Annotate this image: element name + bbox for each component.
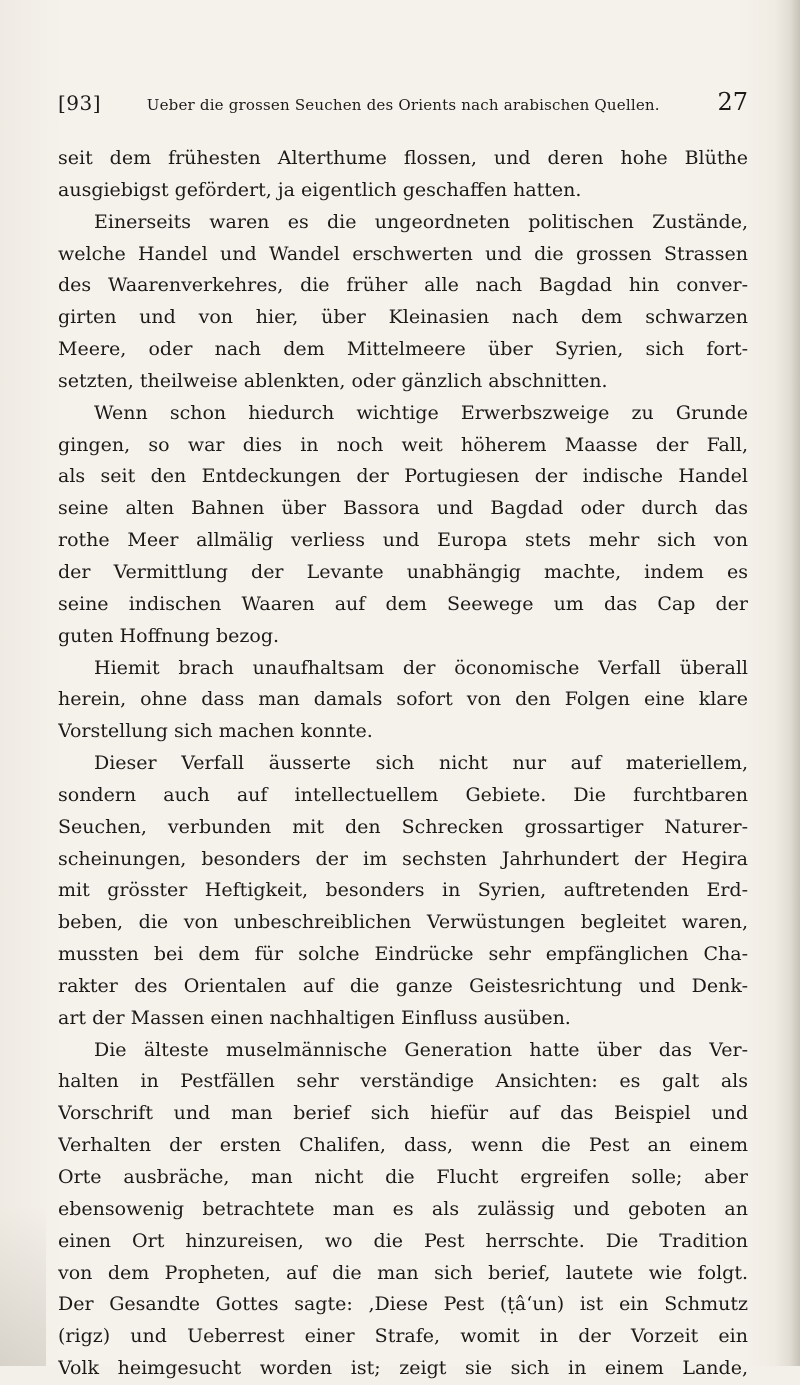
text-line: halten in Pestfällen sehr verständige Ansichten: es galt als [58,1070,748,1093]
text-line: girten und von hier, über Kleinasien nach dem schwarzen [58,306,748,329]
page-number: 27 [717,88,748,116]
text-line: seit dem frühesten Alterthume flossen, und deren hohe Blüthe [58,147,748,169]
text-line: mit grösster Heftigkeit, besonders in Syrien, auftretenden Erd- [58,879,748,902]
text-line: Einerseits waren es die ungeordneten politischen Zustände, [94,210,748,233]
text-line: welche Handel und Wandel erschwerten und die grossen Strassen [58,242,748,265]
text-line: scheinungen, besonders der im sechsten Jahrhundert der Hegira [58,847,748,870]
text-line: gingen, so war dies in noch weit höherem Maasse der Fall, [58,433,748,456]
text-line: art der Massen einen nachhaltigen Einfluss ausüben. [58,1006,571,1029]
text-line: rakter des Orientalen auf die ganze Geistesrichtung und Denk- [58,974,748,997]
text-line: Meere, oder nach dem Mittelmeere über Syrien, sich fort- [58,338,748,361]
text-line: Seuchen, verbunden mit den Schrecken grossartiger Naturer- [58,815,748,838]
text-line: sondern auch auf intellectuellem Gebiete. Die furchtbaren [58,783,748,806]
page-header [58,88,748,128]
text-line: beben, die von unbeschreiblichen Verwüstungen begleitet waren, [58,911,748,934]
scan-shadow-corner [0,1206,46,1366]
text-line: der Vermittlung der Levante unabhängig machte, indem es [58,560,748,583]
text-line: als seit den Entdeckungen der Portugiesen der indische Handel [58,465,748,488]
text-line: des Waarenverkehres, die früher alle nach Bagdad hin conver- [58,274,748,297]
text-line: ebensowenig betrachtete man es als zulässig und geboten an [58,1197,748,1220]
text-line: seine alten Bahnen über Bassora und Bagdad oder durch das [58,497,748,520]
original-page-reference: [93] [58,91,102,115]
scan-shadow-right [774,0,800,1366]
text-line: Hiemit brach unaufhaltsam der öconomische Verfall überall [94,656,748,679]
text-line: Orte ausbräche, man nicht die Flucht ergreifen solle; aber [58,1166,748,1188]
running-title: Ueber die grossen Seuchen des Orients nach arabischen Quellen. [146,96,660,114]
text-line: setzten, theilweise ablenkten, oder gänzlich abschnitten. [58,369,608,392]
text-line: Der Gesandte Gottes sagte: ‚Diese Pest (ṭâ‘un) ist ein Schmutz [58,1293,748,1316]
text-line: Wenn schon hiedurch wichtige Erwerbszweige zu Grunde [94,401,748,424]
text-line: Die älteste muselmännische Generation hatte über das Ver- [94,1038,748,1061]
text-line: mussten bei dem für solche Eindrücke sehr empfänglichen Cha- [58,943,748,966]
text-line: von dem Propheten, auf die man sich berief, lautete wie folgt. [58,1261,748,1284]
text-line: Verhalten der ersten Chalifen, dass, wenn die Pest an einem [58,1134,748,1157]
text-line: ausgiebigst gefördert, ja eigentlich geschaffen hatten. [58,178,582,201]
text-line: einen Ort hinzureisen, wo die Pest herrschte. Die Tradition [58,1229,748,1252]
text-line: Dieser Verfall äusserte sich nicht nur auf materiellem, [94,752,748,775]
text-line: Volk heimgesucht worden ist; zeigt sie sich in einem Lande, [58,1357,748,1380]
body-text [58,143,748,1385]
text-line: rothe Meer allmälig verliess und Europa stets mehr sich von [58,529,748,552]
text-line: (rigz) und Ueberrest einer Strafe, womit in der Vorzeit ein [58,1325,748,1348]
text-line: Vorschrift und man berief sich hiefür auf das Beispiel und [58,1102,748,1125]
text-line: Vorstellung sich machen konnte. [58,720,373,743]
text-line: herein, ohne dass man damals sofort von den Folgen eine klare [58,688,748,711]
text-line: seine indischen Waaren auf dem Seewege um das Cap der [58,592,748,615]
text-line: guten Hoffnung bezog. [58,624,280,647]
